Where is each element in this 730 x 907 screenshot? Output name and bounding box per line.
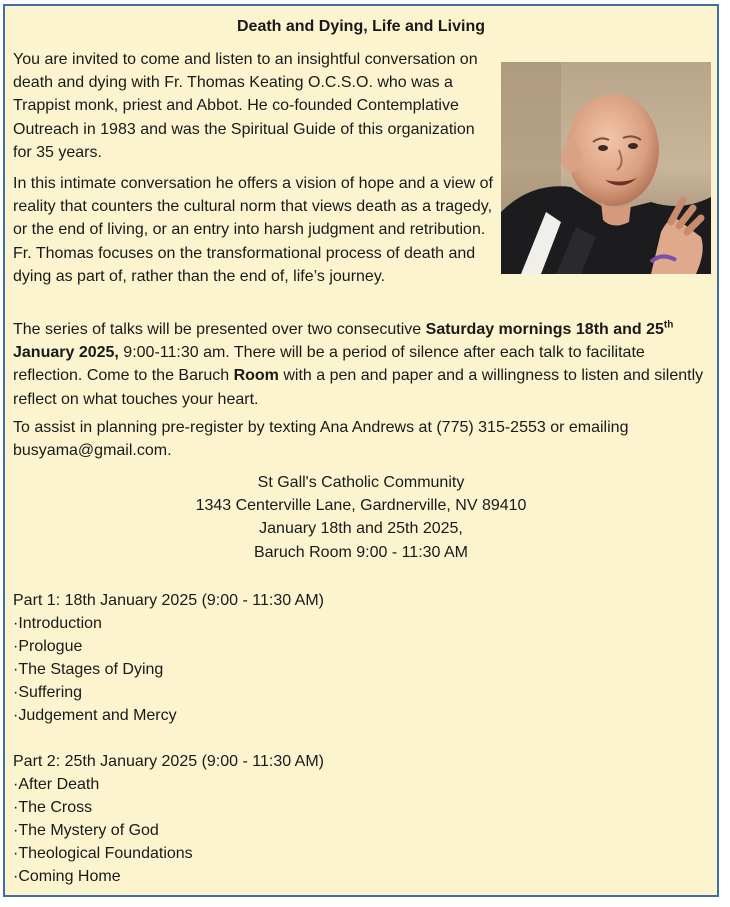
part-1-item: · The Stages of Dying (13, 658, 513, 681)
part-2-item: · The Cross (13, 796, 513, 819)
part-1-section (13, 589, 513, 727)
schedule-dates-superscript: th (663, 319, 674, 331)
part-2-item: · Theological Foundations (13, 842, 513, 865)
schedule-paragraph (13, 318, 713, 411)
intro-paragraph-2: In this intimate conversation he offers a vision of hope and a view of reality that counters the cultural norm that views death as a tragedy, or the end of living, or an entry into harsh judgment and retribution. Fr. Thomas focuses on the transformational process of death and dying as part of, rather than the end of, life’s journey. (13, 175, 493, 285)
schedule-month-bold: January 2025, (13, 344, 119, 362)
part-2-item: · After Death (13, 773, 513, 796)
schedule-room-bold: Room (233, 367, 279, 385)
part-1-item: · Judgement and Mercy (13, 704, 513, 727)
address-block (5, 471, 717, 564)
part-1-item: · Introduction (13, 612, 513, 635)
part-2-item: · Coming Home (13, 865, 513, 888)
part-1-item: · Suffering (13, 681, 513, 704)
intro-paragraph-1: You are invited to come and listen to an insightful conversation on death and dying with Fr. Thomas Keating O.C.S.O. who was a Trappist monk, priest and Abbot. He co-founded Contemplative Outreach in 1983 and was the Spiritual Guide of this organization for 35 years. (13, 51, 478, 161)
part-2-heading: Part 2: 25th January 2025 (9:00 - 11:30 AM) (13, 753, 324, 770)
address-line-1: St Gall's Catholic Community (257, 474, 465, 491)
address-line-3: January 18th and 25th 2025, (259, 520, 463, 538)
schedule-text-c: with a pen and paper and a willingness to listen and silently reflect on what touches your heart. (13, 367, 704, 408)
part-2-section (13, 750, 513, 888)
schedule-text-a: The series of talks will be presented over two consecutive (13, 321, 426, 338)
part-2-item: · The Mystery of God (13, 819, 513, 842)
register-paragraph: To assist in planning pre-register by texting Ana Andrews at (775) 315-2553 or emailing busyama@gmail.com. (13, 419, 629, 460)
address-line-4: Baruch Room 9:00 - 11:30 AM (253, 543, 469, 561)
flyer-title: Death and Dying, Life and Living (236, 18, 485, 35)
part-1-item: · Prologue (13, 635, 513, 658)
part-1-heading: Part 1: 18th January 2025 (9:00 - 11:30 AM) (13, 592, 324, 609)
schedule-text-b: 9:00-11:30 am. There will be a period of silence after each talk to facilitate reflection. Come to the Baruch (13, 344, 645, 385)
address-line-2: 1343 Centerville Lane, Gardnerville, NV 89410 (195, 497, 527, 515)
portrait-photo (501, 62, 711, 274)
schedule-dates-bold: Saturday mornings 18th and 25 (425, 321, 664, 338)
portrait-photo-icon (501, 62, 711, 274)
flyer-panel (3, 4, 719, 897)
